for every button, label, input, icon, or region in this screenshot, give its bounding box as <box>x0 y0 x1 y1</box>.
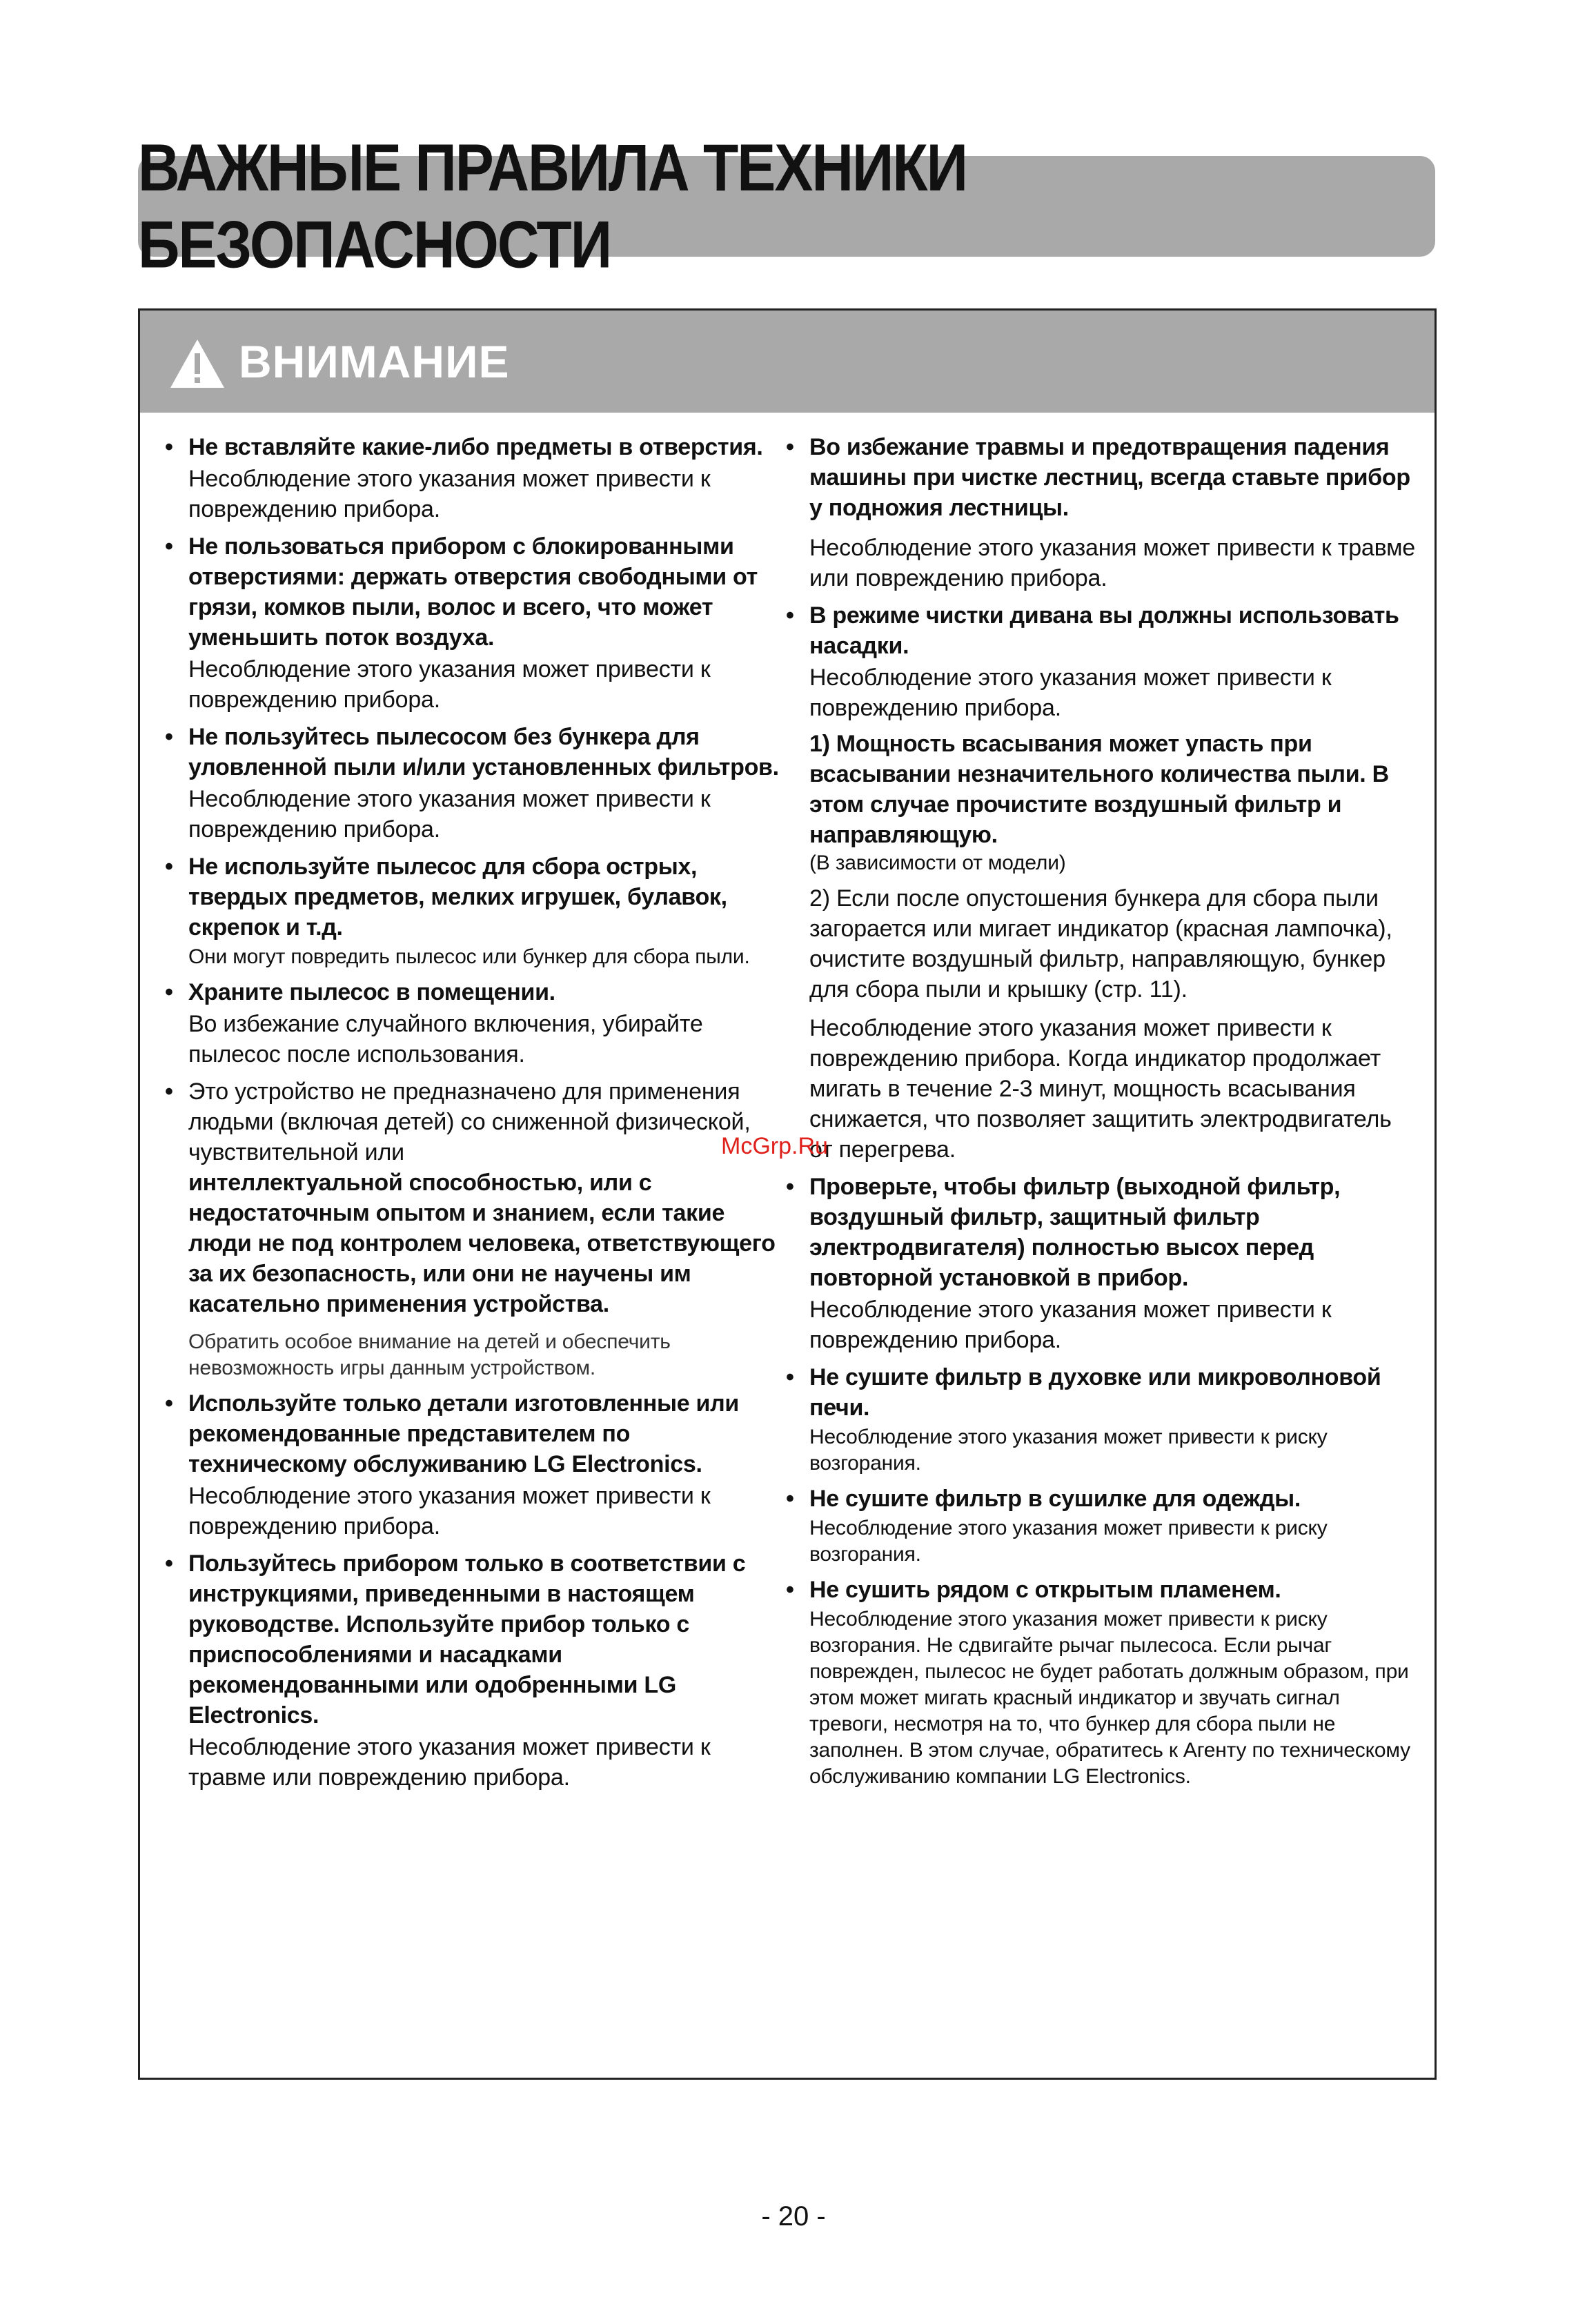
sub-item-note: (В зависимости от модели) <box>809 851 1066 874</box>
item-heading: Не пользоваться прибором с блокированными отверстиями: держать отверстия свободными от грязи, комков пыли, волос и всего, что может уменьшить поток воздуха. <box>188 533 758 651</box>
bullet: • <box>786 1364 794 1390</box>
list-item <box>786 600 1421 1165</box>
list-item <box>786 1172 1421 1355</box>
list-item <box>786 432 1421 593</box>
item-text: Несоблюдение этого указания может привести к повреждению прибора. <box>188 466 711 522</box>
list-item <box>165 1076 786 1381</box>
item-text: Несоблюдение этого указания может привести к травме или повреждению прибора. <box>188 1734 711 1791</box>
list-item <box>786 1484 1421 1568</box>
warning-box <box>138 308 1437 2080</box>
item-text: Несоблюдение этого указания может привести к риску возгорания. <box>809 1517 1328 1566</box>
right-column <box>786 432 1421 1797</box>
item-heading: интеллектуальной способностью, или с недостаточным опытом и знанием, если такие люди не под контролем человека, ответствующего за их безопасность, или они не научены им касательно применения устройства. <box>188 1170 776 1317</box>
bullet: • <box>165 724 173 750</box>
bullet: • <box>786 1174 794 1200</box>
list-item <box>786 1575 1421 1790</box>
item-heading-plain: Это устройство не предназначено для применения людьми (включая детей) со сниженной физической, чувствительной или <box>188 1079 751 1165</box>
list-item <box>165 1388 786 1542</box>
left-column <box>165 432 786 1800</box>
watermark: McGrp.Ru <box>721 1133 828 1159</box>
bullet: • <box>786 434 794 460</box>
item-heading: Не вставляйте какие-либо предметы в отверстия. <box>188 434 763 460</box>
item-heading: Используйте только детали изготовленные или рекомендованные представителем по техническому обслуживанию LG Electronics. <box>188 1390 740 1477</box>
warning-triangle-icon <box>169 338 226 389</box>
list-item <box>165 531 786 715</box>
warning-label: ВНИМАНИЕ <box>239 336 510 387</box>
item-heading: Пользуйтесь прибором только в соответствии с инструкциями, приведенными в настоящем руководстве. Используйте прибор только с приспособлениями и насадками рекомендованными или одобренными LG Electronics. <box>188 1550 746 1729</box>
sub-item-heading: 1) Мощность всасывания может упасть при всасывании незначительного количества пыли. В этом случае прочистите воздушный фильтр и направляющую. <box>809 731 1389 848</box>
bullet: • <box>165 434 173 460</box>
list-item <box>165 977 786 1070</box>
sub-item-2 <box>809 883 1421 1165</box>
item-text: Несоблюдение этого указания может привести к травме или повреждению прибора. <box>809 535 1415 591</box>
bullet: • <box>165 533 173 560</box>
page-number: - 20 - <box>761 2201 826 2232</box>
item-text: Во избежание случайного включения, убирайте пылесос после использования. <box>188 1011 703 1067</box>
item-heading: Не используйте пылесос для сбора острых, твердых предметов, мелких игрушек, булавок, скрепок и т.д. <box>188 854 727 941</box>
sub-item-consequence: Несоблюдение этого указания может привести к повреждению прибора. Когда индикатор продолжает мигать в течение 2-3 минут, мощность всасывания снижается, что позволяет защитить электродвигатель от перегрева. <box>809 1015 1392 1163</box>
sub-item-text: 2) Если после опустошения бункера для сбора пыли загорается или мигает индикатор (красная лампочка), очистите воздушный фильтр, направляющую, бункер для сбора пыли и крышку (стр. 11). <box>809 885 1392 1003</box>
item-text: Несоблюдение этого указания может привести к риску возгорания. Не сдвигайте рычаг пылесоса. Если рычаг поврежден, пылесос не будет работать должным образом, при этом может мигать красный индикатор и звучать сигнал тревоги, несмотря на то, что бункер для сбора пыли не заполнен. В этом случае, обратитесь к Агенту по техническому обслуживанию компании LG Electronics. <box>809 1608 1410 1788</box>
sub-item-1 <box>809 729 1421 876</box>
list-item <box>165 722 786 845</box>
item-text: Обратить особое внимание на детей и обеспечить невозможность игры данным устройством. <box>188 1330 671 1379</box>
bullet: • <box>165 1550 173 1577</box>
list-item <box>165 1548 786 1793</box>
item-heading: Храните пылесос в помещении. <box>188 979 555 1005</box>
item-heading: В режиме чистки дивана вы должны использовать насадки. <box>809 602 1399 659</box>
item-text: Несоблюдение этого указания может привести к повреждению прибора. <box>188 1483 711 1539</box>
list-item <box>165 432 786 524</box>
bullet: • <box>165 1079 173 1105</box>
item-text: Несоблюдение этого указания может привести к риску возгорания. <box>809 1426 1328 1475</box>
list-item <box>786 1362 1421 1477</box>
title-bar <box>138 130 1435 282</box>
bullet: • <box>165 979 173 1005</box>
item-heading: Не сушите фильтр в духовке или микроволновой печи. <box>809 1364 1381 1421</box>
bullet: • <box>165 854 173 880</box>
item-heading: Не сушите фильтр в сушилке для одежды. <box>809 1486 1301 1512</box>
warning-header <box>140 311 1435 413</box>
item-text: Несоблюдение этого указания может привести к повреждению прибора. <box>809 664 1332 721</box>
item-text: Несоблюдение этого указания может привести к повреждению прибора. <box>188 786 711 843</box>
item-text: Несоблюдение этого указания может привести к повреждению прибора. <box>809 1297 1332 1353</box>
bullet: • <box>786 602 794 629</box>
list-item <box>165 851 786 970</box>
item-text: Они могут повредить пылесос или бункер для сбора пыли. <box>188 945 750 968</box>
item-heading: Не пользуйтесь пылесосом без бункера для уловленной пыли и/или установленных фильтров. <box>188 724 779 780</box>
bullet: • <box>786 1577 794 1603</box>
bullet: • <box>786 1486 794 1512</box>
item-heading: Во избежание травмы и предотвращения падения машины при чистке лестниц, всегда ставьте прибор у подножия лестницы. <box>809 434 1410 521</box>
page-title: ВАЖНЫЕ ПРАВИЛА ТЕХНИКИ БЕЗОПАСНОСТИ <box>138 130 967 282</box>
item-text: Несоблюдение этого указания может привести к повреждению прибора. <box>188 656 711 713</box>
item-heading: Проверьте, чтобы фильтр (выходной фильтр, воздушный фильтр, защитный фильтр электродвигателя) полностью высох перед повторной установкой в прибор. <box>809 1174 1341 1291</box>
item-heading: Не сушить рядом с открытым пламенем. <box>809 1577 1281 1603</box>
bullet: • <box>165 1390 173 1417</box>
